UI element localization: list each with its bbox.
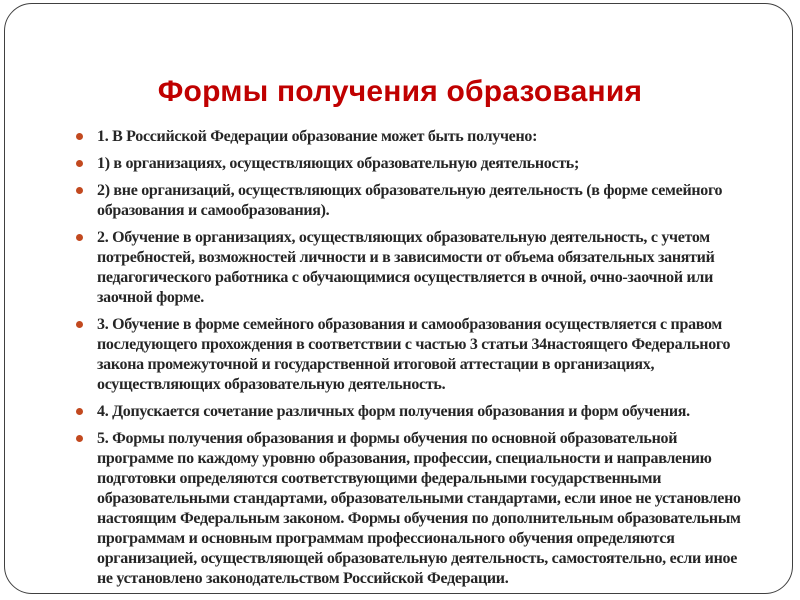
list-item: [75, 127, 756, 147]
bullet-dot-icon: [76, 408, 83, 415]
list-item-text: 4. Допускается сочетание различных форм получения образования и форм обучения.: [97, 403, 690, 420]
list-item-text: 2) вне организаций, осуществляющих образовательную деятельность (в форме семейного образования и самообразования).: [97, 182, 723, 219]
bullet-dot-icon: [76, 133, 83, 140]
bullet-dot-icon: [76, 187, 83, 194]
list-item-text: 2. Обучение в организациях, осуществляющих образовательную деятельность, с учетом потребностей, возможностей личности и в зависимости от объема обязательных занятий педагогического работника с обучающимися осуществляется в очной, очно-заочной или заочной форме.: [97, 229, 715, 306]
bullet-dot-icon: [76, 234, 83, 241]
list-item: [75, 315, 756, 395]
list-item-text: 3. Обучение в форме семейного образования и самообразования осуществляется с правом последующего прохождения в соответствии с частью 3 статьи 34настоящего Федерального закона промежуточной и государственной итоговой аттестации в организациях, осуществляющих образовательную деятельность.: [97, 316, 731, 393]
list-item-text: 1. В Российской Федерации образование может быть получено:: [97, 128, 538, 145]
slide-body: [75, 127, 756, 596]
list-item: [75, 429, 756, 589]
list-item-text: 5. Формы получения образования и формы обучения по основной образовательной программе по каждому уровню образования, профессии, специальности и направлению подготовки определяются соответствующими федеральными государственными образовательными стандартами, образовательными стандартами, если иное не установлено настоящим Федеральным законом. Формы обучения по дополнительным образовательным программам и основным программам профессионального обучения определяются организацией, осуществляющей образовательную деятельность, самостоятельно, если иное не установлено законодательством Российской Федерации.: [97, 430, 741, 587]
bullet-dot-icon: [76, 160, 83, 167]
bullet-dot-icon: [76, 321, 83, 328]
list-item: [75, 228, 756, 308]
list-item: [75, 402, 756, 422]
list-item-text: 1) в организациях, осуществляющих образовательную деятельность;: [97, 155, 579, 172]
bullet-dot-icon: [76, 435, 83, 442]
list-item: [75, 154, 756, 174]
bullet-list: [75, 127, 756, 589]
slide-title: Формы получения образования: [157, 75, 643, 108]
list-item: [75, 181, 756, 221]
